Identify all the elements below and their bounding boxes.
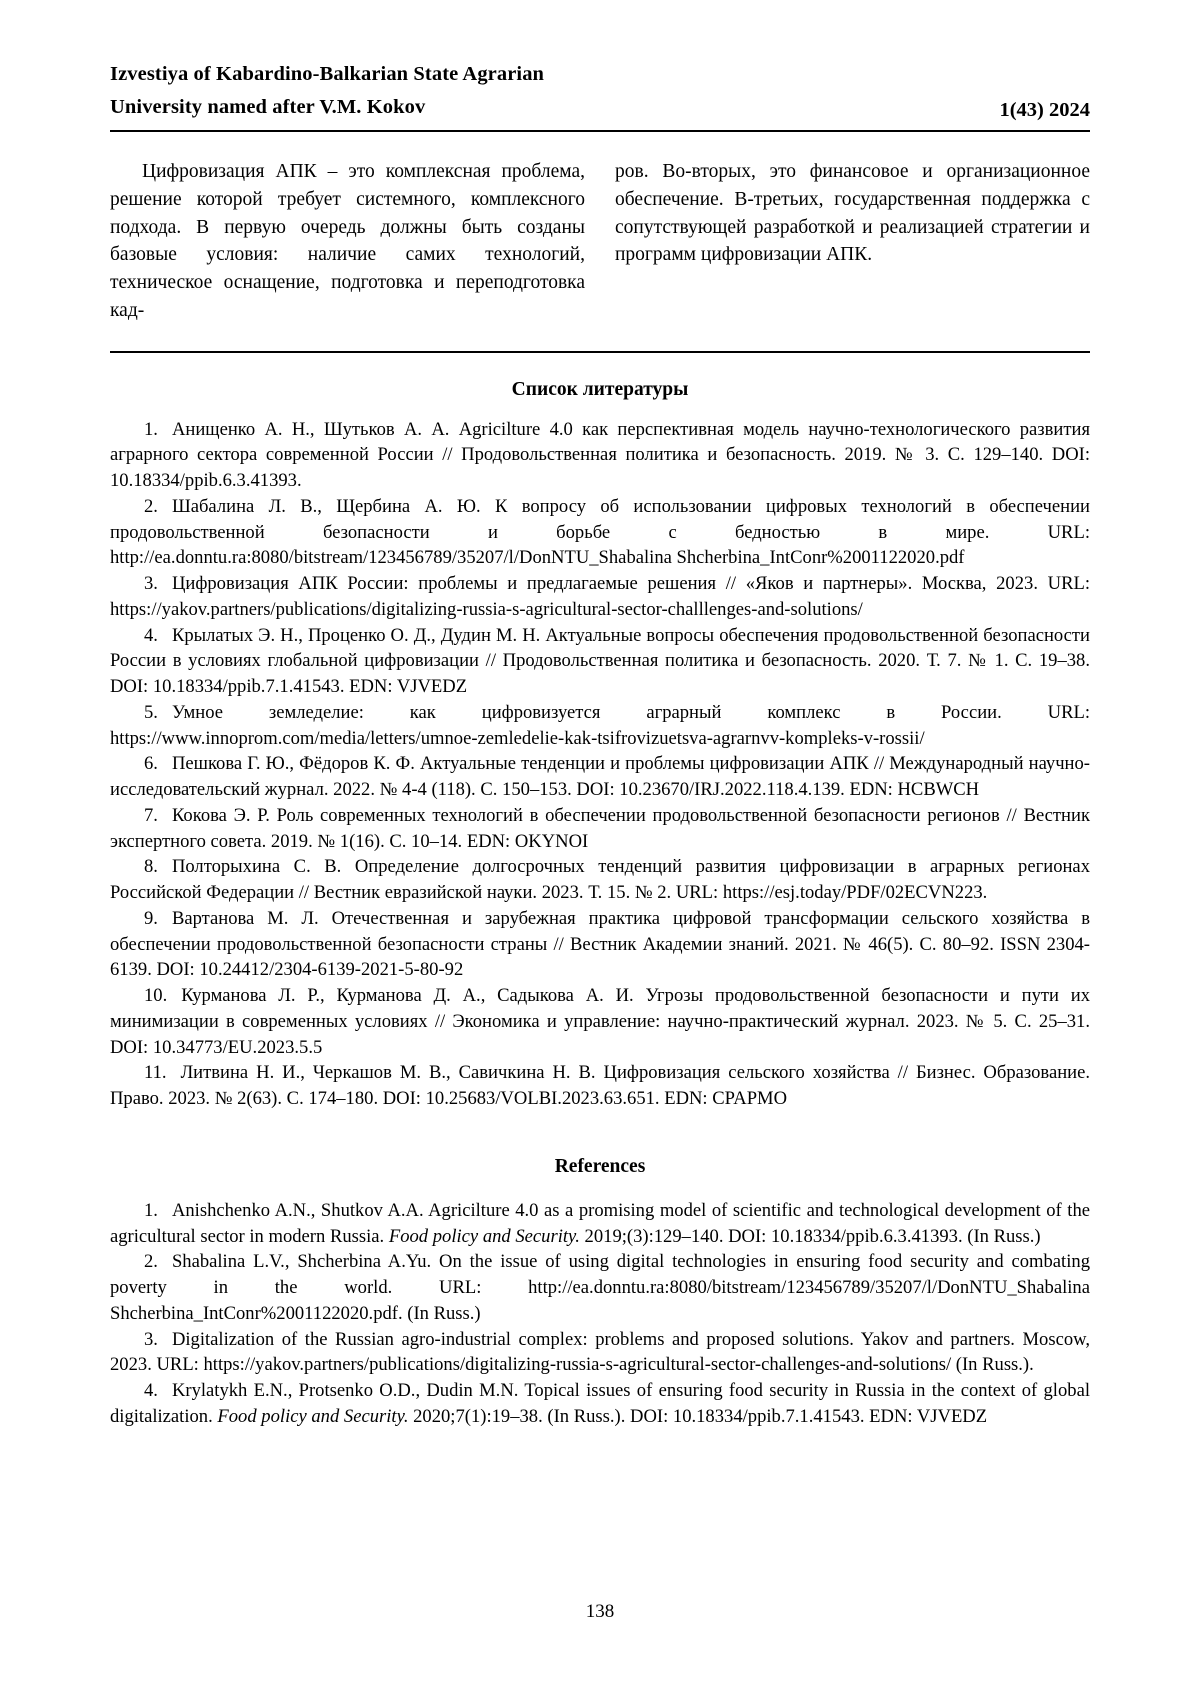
reference-item <box>110 623 1090 700</box>
reference-text: Крылатых Э. Н., Проценко О. Д., Дудин М. Н. Актуальные вопросы обеспечения продовольственной безопасности России в условиях глобальной цифровизации // Продовольственная политика и безопасность. 2020. Т. 7. № 1. С. 19–38. DOI: 10.18334/ppib.7.1.41543. EDN: VJVEDZ <box>110 624 1090 698</box>
journal-title-line1: Izvestiya of Kabardino-Balkarian State Agrarian <box>110 63 545 85</box>
reference-text: Умное земледелие: как цифровизуется аграрный комплекс в России. URL: https://www.innoprom.com/media/letters/umnoe-zemledelie-kak-tsifrovizuetsva-agrarnvv-kompleks-v-rossii/ <box>110 701 1090 749</box>
reference-number: 6. <box>144 753 158 775</box>
reference-number: 2. <box>144 1251 158 1273</box>
reference-item <box>110 571 1090 623</box>
reference-text: Anishchenko A.N., Shutkov A.A. Agricilture 4.0 as a promising model of scientific and technological development of the agricultural sector in modern Russia. <box>110 1199 1090 1247</box>
reference-number: 11. <box>144 1062 167 1084</box>
reference-item <box>110 751 1090 803</box>
reference-item <box>110 700 1090 752</box>
page-header <box>110 58 1090 132</box>
reference-number: 4. <box>144 1380 158 1402</box>
reference-text: Литвина Н. И., Черкашов М. В., Савичкина Н. В. Цифровизация сельского хозяйства // Бизнес. Образование. Право. 2023. № 2(63). С. 174–180. DOI: 10.25683/VOLBI.2023.63.651. EDN: CPAPMO <box>110 1062 1090 1110</box>
reference-text: Курманова Л. Р., Курманова Д. А., Садыкова А. И. Угрозы продовольственной безопасности и пути их минимизации в современных условиях // Экономика и управление: научно-практический журнал. 2023. № 5. С. 25–31. DOI: 10.34773/EU.2023.5.5 <box>110 985 1090 1058</box>
reference-tail: 2020;7(1):19–38. (In Russ.). DOI: 10.18334/ppib.7.1.41543. EDN: VJVEDZ <box>408 1405 988 1427</box>
issue-number: 1(43) 2024 <box>999 99 1090 122</box>
reference-number: 10. <box>144 985 168 1007</box>
reference-text: Анищенко А. Н., Шутьков А. А. Agricilture 4.0 как перспективная модель научно-технологического развития аграрного сектора современной России // Продовольственная политика и безопасность. 2019. № 3. С. 129–140. DOI: 10.18334/ppib.6.3.41393. <box>110 418 1090 492</box>
reference-number: 2. <box>144 495 158 517</box>
reference-item <box>110 1198 1090 1250</box>
reference-number: 3. <box>144 1328 158 1350</box>
reference-item <box>110 906 1090 983</box>
reference-text: Шабалина Л. В., Щербина А. Ю. К вопросу об использовании цифровых технологий в обеспечении продовольственной безопасности и борьбе с бедностью в мире. URL: http://ea.donntu.ra:8080/bitstream/123456789/35207/l/DonNTU_Shabalina Shcherbina_IntConr%2001122020.pdf <box>110 495 1090 569</box>
reference-source: Food policy and Security. <box>217 1405 409 1427</box>
references-en-title: References <box>554 1155 646 1177</box>
reference-tail: 2019;(3):129–140. DOI: 10.18334/ppib.6.3.41393. (In Russ.) <box>579 1225 1041 1247</box>
reference-item <box>110 1249 1090 1326</box>
left-column <box>110 158 585 324</box>
reference-text: Krylatykh E.N., Protsenko O.D., Dudin M.N. Topical issues of ensuring food security in Russia in the context of global digitalization. <box>110 1380 1090 1427</box>
reference-number: 4. <box>144 624 158 646</box>
reference-text: Shabalina L.V., Shcherbina A.Yu. On the issue of using digital technologies in ensuring food security and combating poverty in the world. URL: http://ea.donntu.ra:8080/bitstream/123456789/35207/l/DonNTU_Shabalina Shcherbina_IntConr%2001122020.pdf. (In Russ.) <box>110 1251 1090 1324</box>
reference-number: 8. <box>144 856 158 878</box>
right-column-text: ров. Во-вторых, это финансовое и организационное обеспечение. В-третьих, государственная поддержка с сопутствующей разработкой и реализацией стратегии и программ цифровизации АПК. <box>615 161 1090 266</box>
reference-item <box>110 1060 1090 1112</box>
journal-title-line2: University named after V.M. Kokov <box>110 96 426 119</box>
reference-number: 1. <box>144 1199 158 1221</box>
reference-text: Цифровизация АПК России: проблемы и предлагаемые решения // «Яков и партнеры». Москва, 2023. URL: https://yakov.partners/publications/digitalizing-russia-s-agricultural-sector-challlenges-and-solutions/ <box>110 573 1090 620</box>
journal-title <box>110 58 544 124</box>
reference-text: Полторыхина С. В. Определение долгосрочных тенденций развития цифровизации в аграрных регионах Российской Федерации // Вестник евразийской науки. 2023. Т. 15. № 2. URL: https://esj.today/PDF/02ECVN223. <box>110 856 1090 904</box>
reference-text: Вартанова М. Л. Отечественная и зарубежная практика цифровой трансформации сельского хозяйства в обеспечении продовольственной безопасности страны // Вестник Академии знаний. 2021. № 46(5). С. 80–92. ISSN 2304-6139. DOI: 10.24412/2304-6139-2021-5-80-92 <box>110 907 1090 981</box>
left-column-text: Цифровизация АПК – это комплексная проблема, решение которой требует системного, комплексного подхода. В первую очередь должны быть созданы базовые условия: наличие самих технологий, техническое оснащение, подготовка и переподготовка кад- <box>110 161 585 321</box>
reference-text: Кокова Э. Р. Роль современных технологий в обеспечении продовольственной безопасности регионов // Вестник экспертного совета. 2019. № 1(16). С. 10–14. EDN: OKYNOI <box>110 804 1090 852</box>
reference-item <box>110 1327 1090 1379</box>
reference-text: Digitalization of the Russian agro-industrial complex: problems and proposed solutions. Yakov and partners. Moscow, 2023. URL: https://yakov.partners/publications/digitalizing-russia-s-agricultural-sector-challenges-and-solutions/ (In Russ.). <box>110 1328 1090 1376</box>
reference-item <box>110 494 1090 571</box>
reference-item <box>110 983 1090 1060</box>
intro-columns <box>110 158 1090 324</box>
reference-item <box>110 417 1090 494</box>
reference-number: 7. <box>144 804 158 826</box>
reference-item <box>110 854 1090 906</box>
reference-text: Пешкова Г. Ю., Фёдоров К. Ф. Актуальные тенденции и проблемы цифровизации АПК // Международный научно-исследовательский журнал. 2022. № 4-4 (118). С. 150–153. DOI: 10.23670/IRJ.2022.118.4.139. EDN: HCBWCH <box>110 753 1090 801</box>
page-content <box>110 58 1090 1430</box>
reference-number: 9. <box>144 907 158 929</box>
references-ru-title: Список литературы <box>511 378 689 400</box>
references-ru-list <box>110 417 1090 1112</box>
section-divider <box>110 351 1090 353</box>
references-en-list <box>110 1198 1090 1430</box>
reference-number: 5. <box>144 701 158 723</box>
reference-item <box>110 803 1090 855</box>
reference-source: Food policy and Security. <box>388 1225 580 1247</box>
reference-number: 3. <box>144 573 158 595</box>
page-number: 138 <box>585 1601 615 1622</box>
reference-number: 1. <box>144 418 158 440</box>
reference-item <box>110 1378 1090 1430</box>
right-column <box>615 158 1090 324</box>
